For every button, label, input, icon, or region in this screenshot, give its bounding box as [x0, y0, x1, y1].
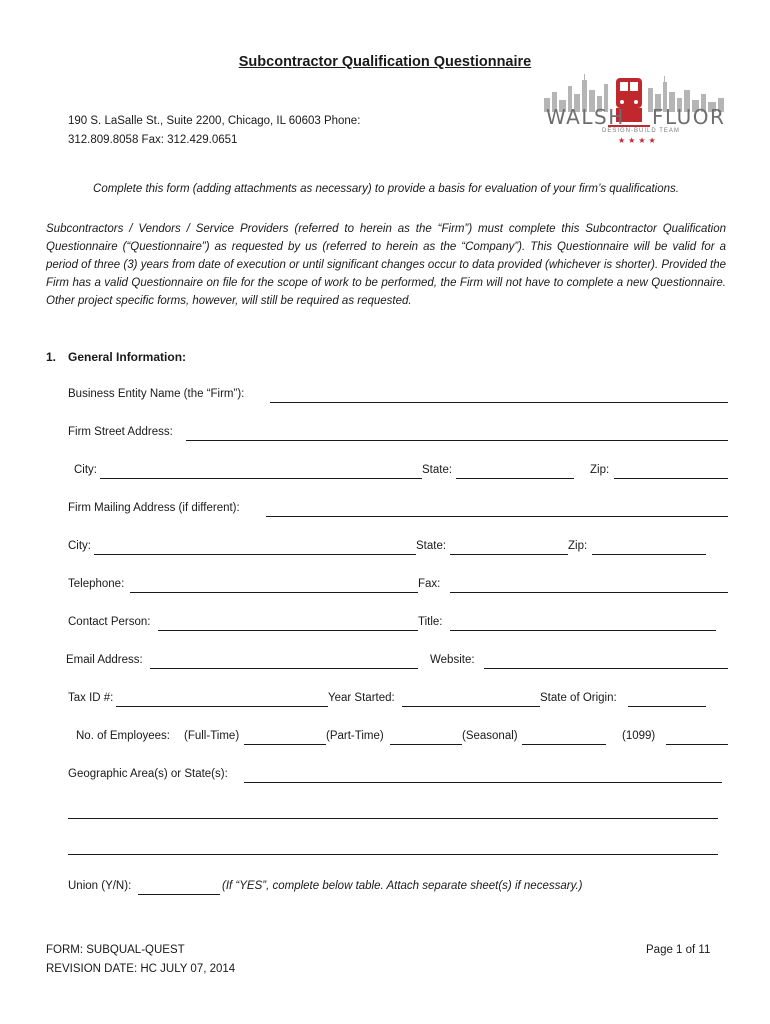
- part-time-label: (Part-Time): [326, 730, 384, 742]
- website-label: Website:: [430, 654, 475, 666]
- section-heading: [46, 350, 186, 364]
- mailing-zip-field[interactable]: [592, 554, 706, 555]
- city-label: City:: [74, 464, 97, 476]
- mailing-state-label: State:: [416, 540, 447, 552]
- logo-stars: ★★★★: [618, 136, 659, 145]
- mailing-state-field[interactable]: [450, 554, 568, 555]
- tax-id-field[interactable]: [116, 706, 328, 707]
- contact-label: Contact Person:: [68, 616, 151, 628]
- address-line-1: 190 S. LaSalle St., Suite 2200, Chicago, IL 60603 Phone:: [68, 115, 361, 127]
- footer-revision: REVISION DATE: HC JULY 07, 2014: [46, 963, 236, 975]
- telephone-field[interactable]: [130, 592, 418, 593]
- union-label: Union (Y/N):: [68, 880, 132, 892]
- mailing-label: Firm Mailing Address (if different):: [68, 502, 240, 514]
- zip-field[interactable]: [614, 478, 728, 479]
- title-label: Title:: [418, 616, 443, 628]
- city-field[interactable]: [100, 478, 422, 479]
- seasonal-label: (Seasonal): [462, 730, 518, 742]
- address-line-2: 312.809.8058 Fax: 312.429.0651: [68, 134, 238, 146]
- mailing-city-field[interactable]: [94, 554, 416, 555]
- tax-id-label: Tax ID #:: [68, 692, 114, 704]
- email-field[interactable]: [150, 668, 418, 669]
- instructions-paragraph: Subcontractors / Vendors / Service Providers (referred to herein as the “Firm”) must complete this Subcontractor Qualification Questionnaire (“Questionnaire”) as requested by us (referred to herein as the “Company”). This Questionnaire will be valid for a period of three (3) years from date of execution or until significant changes occur to data provided (whichever is shorter). Provided the Firm has a valid Questionnaire on file for the scope of work to be performed, the Firm will not have to complete a new Questionnaire. Other project specific forms, however, will still be required as requested.: [46, 223, 726, 307]
- footer-page-number: Page 1 of 11: [646, 944, 711, 956]
- part-time-field[interactable]: [390, 744, 462, 745]
- year-started-field[interactable]: [402, 706, 540, 707]
- section-title: General Information:: [68, 350, 187, 364]
- employees-label: No. of Employees:: [76, 730, 170, 742]
- telephone-label: Telephone:: [68, 578, 125, 590]
- seasonal-field[interactable]: [522, 744, 606, 745]
- walsh-fluor-logo: [540, 72, 732, 148]
- business-name-label: Business Entity Name (the “Firm”):: [68, 388, 245, 400]
- state-field[interactable]: [456, 478, 574, 479]
- geo-field-line-3[interactable]: [68, 854, 718, 855]
- logo-walsh: WALSH: [546, 105, 625, 129]
- mailing-zip-label: Zip:: [568, 540, 588, 552]
- year-started-label: Year Started:: [328, 692, 395, 704]
- footer-form-id: FORM: SUBQUAL-QUEST: [46, 944, 185, 956]
- company-address: [68, 112, 360, 150]
- union-note: (If “YES”, complete below table. Attach separate sheet(s) if necessary.): [222, 880, 583, 892]
- state-origin-label: State of Origin:: [540, 692, 617, 704]
- website-field[interactable]: [484, 668, 728, 669]
- full-time-field[interactable]: [244, 744, 326, 745]
- mailing-city-label: City:: [68, 540, 91, 552]
- contract-1099-label: (1099): [622, 730, 656, 742]
- zip-label: Zip:: [590, 464, 610, 476]
- footer-form-info: [46, 941, 235, 979]
- geo-label: Geographic Area(s) or State(s):: [68, 768, 228, 780]
- fax-label: Fax:: [418, 578, 441, 590]
- street-label: Firm Street Address:: [68, 426, 173, 438]
- document-title: Subcontractor Qualification Questionnaire: [238, 54, 532, 70]
- title-field[interactable]: [450, 630, 716, 631]
- full-time-label: (Full-Time): [184, 730, 240, 742]
- business-name-field[interactable]: [270, 402, 728, 403]
- mailing-field[interactable]: [266, 516, 728, 517]
- geo-field[interactable]: [244, 782, 722, 783]
- contact-field[interactable]: [158, 630, 418, 631]
- contract-1099-field[interactable]: [666, 744, 728, 745]
- geo-field-line-2[interactable]: [68, 818, 718, 819]
- intro-text: Complete this form (adding attachments as necessary) to provide a basis for evaluation of your firm’s qualifications.: [93, 183, 679, 195]
- section-number: 1.: [46, 350, 57, 364]
- email-label: Email Address:: [66, 654, 143, 666]
- logo-tagline: DESIGN-BUILD TEAM: [602, 128, 680, 134]
- street-field[interactable]: [186, 440, 728, 441]
- state-label: State:: [422, 464, 453, 476]
- fax-field[interactable]: [450, 592, 728, 593]
- union-field[interactable]: [138, 894, 220, 895]
- logo-fluor: FLUOR: [652, 105, 726, 129]
- state-origin-field[interactable]: [628, 706, 706, 707]
